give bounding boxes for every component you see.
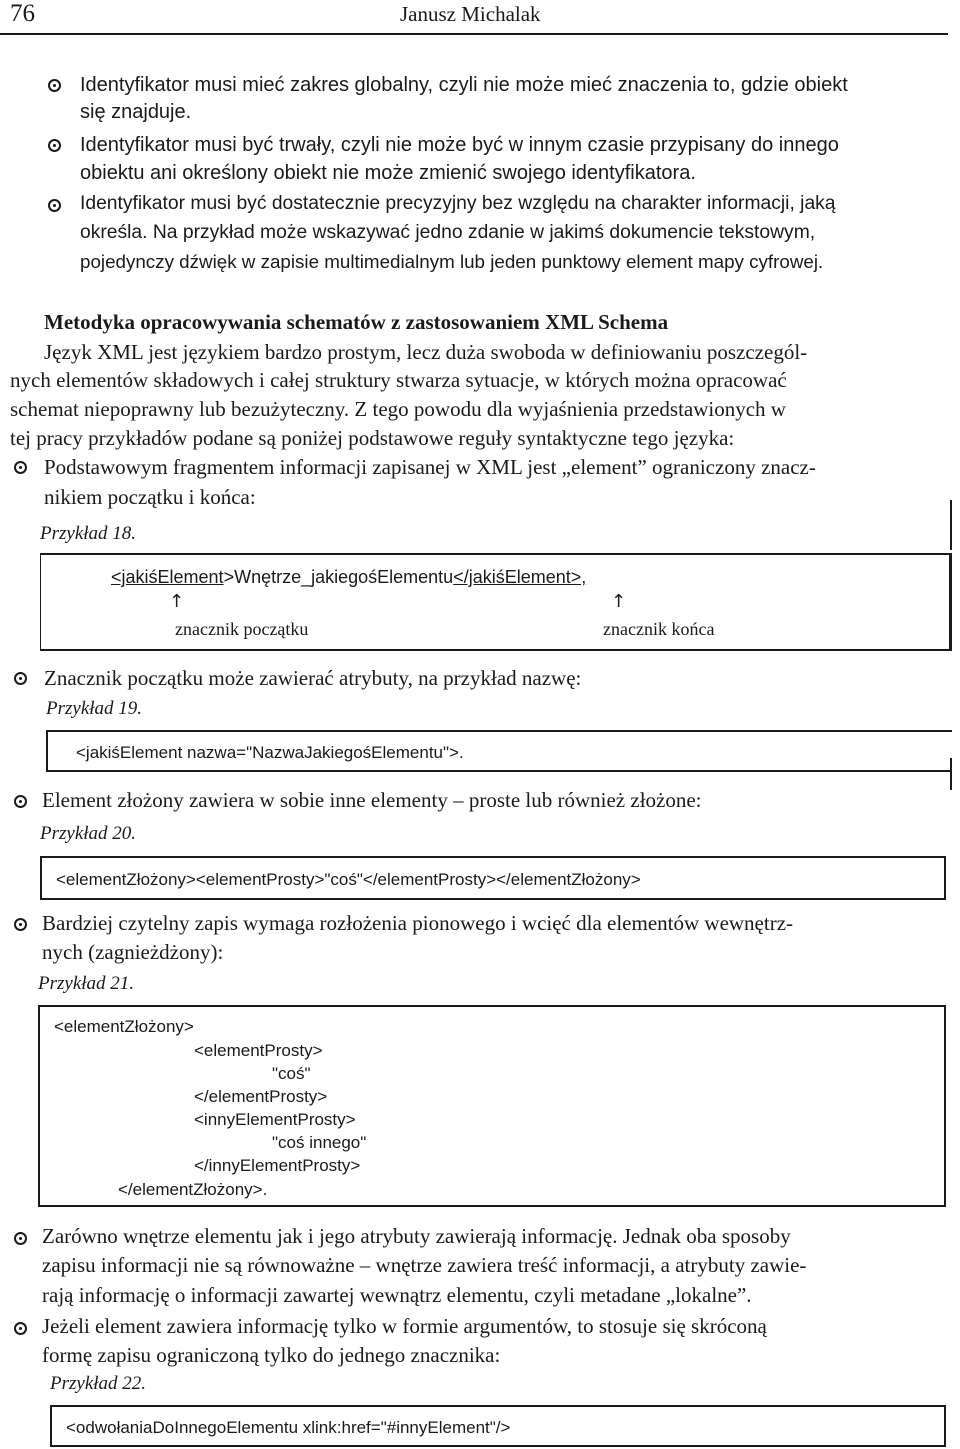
example-20-box: [40, 856, 946, 900]
running-head-author: Janusz Michalak: [400, 2, 541, 26]
paragraph-line-2: nych elementów składowych i całej struktury stwarza sytuacje, w których można opracować: [10, 368, 787, 392]
code-line: </elementProsty>: [194, 1087, 328, 1106]
example-18-code: [111, 567, 586, 588]
example-21-box: [38, 1005, 946, 1207]
code-line: <elementProsty>: [194, 1041, 323, 1060]
arrow-up-icon: ↑: [169, 591, 185, 612]
code-content: >Wnętrze_jakiegośElementu: [223, 567, 454, 587]
paragraph-line-4: tej pracy przykładów podane są poniżej podstawowe reguły syntaktyczne tego języka:: [10, 426, 735, 450]
paragraph-line-3: schemat niepoprawny lub bezużyteczny. Z tego powodu dla wyjaśnienia przedstawionych w: [10, 397, 786, 421]
example-19-label: Przykład 19.: [46, 698, 143, 719]
code-line: </elementZłożony>.: [118, 1180, 268, 1199]
section-heading: Metodyka opracowywania schematów z zastosowaniem XML Schema: [44, 310, 669, 334]
code-line: <elementZłożony>: [54, 1017, 194, 1036]
page-number: 76: [10, 0, 35, 27]
example-19-code: <jakiśElement nazwa="NazwaJakiegośElementu">.: [76, 743, 464, 762]
intro-bullet-2-line-2: obiektu ani określony obiekt nie może zmienić swojego identyfikatora.: [80, 162, 696, 184]
example-19-box: [46, 730, 952, 772]
bullet-icon: [12, 461, 28, 479]
label-start-tag: znacznik początku: [175, 619, 309, 639]
intro-bullet-1-line-2: się znajduje.: [80, 101, 192, 123]
rule2-text: Znacznik początku może zawierać atrybuty, na przykład nazwę:: [44, 666, 582, 690]
example-21-label: Przykład 21.: [38, 973, 135, 994]
example-22-label: Przykład 22.: [50, 1373, 147, 1394]
example-22-box: [50, 1405, 946, 1447]
label-end-tag: znacznik końca: [603, 619, 715, 639]
code-line: "coś": [272, 1064, 311, 1083]
margin-rule: [950, 758, 952, 790]
example-18-label: Przykład 18.: [40, 523, 137, 544]
bullet-icon: [46, 79, 62, 97]
rule5-line-1: Zarówno wnętrze elementu jak i jego atrybuty zawierają informację. Jednak oba sposoby: [42, 1224, 791, 1248]
bullet-icon: [12, 1322, 28, 1340]
intro-bullet-3-line-3: pojedynczy dźwięk w zapisie multimedialnym lub jeden punktowy element mapy cyfrowej.: [80, 251, 824, 272]
code-end-tag: </jakiśElement>,: [453, 567, 587, 587]
rule4-line-1: Bardziej czytelny zapis wymaga rozłożenia pionowego i wcięć dla elementów wewnętrz-: [42, 911, 794, 935]
rule5-line-3: rają informację o informacji zawartej wewnątrz elementu, czyli metadane „lokalne”.: [42, 1283, 752, 1307]
rule5-line-2: zapisu informacji nie są równoważne – wnętrze zawiera treść informacji, a atrybuty zawie-: [42, 1253, 807, 1277]
arrow-up-icon: ↑: [611, 591, 627, 612]
intro-bullet-3-line-1: Identyfikator musi być dostatecznie precyzyjny bez względu na charakter informacji, jaką: [80, 193, 836, 214]
example-20-label: Przykład 20.: [40, 823, 137, 844]
code-start-tag: <jakiśElement: [111, 567, 224, 587]
rule6-line-2: formę zapisu ograniczoną tylko do jednego znacznika:: [42, 1343, 501, 1367]
example-18-box: [40, 553, 952, 651]
bullet-icon: [46, 139, 62, 157]
bullet-icon: [46, 199, 62, 217]
intro-bullet-1-line-1: Identyfikator musi mieć zakres globalny, czyli nie może mieć znaczenia to, gdzie obiekt: [80, 74, 848, 96]
header-rule: [0, 33, 948, 35]
paragraph-line-1: Język XML jest językiem bardzo prostym, lecz duża swoboda w definiowaniu poszczegól-: [44, 340, 808, 364]
intro-bullet-2-line-1: Identyfikator musi być trwały, czyli nie może być w innym czasie przypisany do innego: [80, 134, 839, 156]
code-line: "coś innego": [272, 1133, 367, 1152]
example-22-code: <odwołaniaDoInnegoElementu xlink:href="#innyElement"/>: [66, 1418, 511, 1437]
bullet-icon: [12, 1232, 28, 1250]
rule6-line-1: Jeżeli element zawiera informację tylko w formie argumentów, to stosuje się skróconą: [42, 1314, 767, 1338]
code-line: <innyElementProsty>: [194, 1110, 356, 1129]
margin-rule: [950, 500, 952, 550]
rule1-line-1: Podstawowym fragmentem informacji zapisanej w XML jest „element” ograniczony znacz-: [44, 455, 816, 479]
code-line: </innyElementProsty>: [194, 1156, 361, 1175]
rule4-line-2: nych (zagnieżdżony):: [42, 940, 224, 964]
example-20-code: <elementZłożony><elementProsty>"coś"</elementProsty></elementZłożony>: [56, 870, 641, 889]
intro-bullet-3-line-2: określa. Na przykład może wskazywać jedno zdanie w jakimś dokumencie tekstowym,: [80, 222, 816, 243]
rule1-line-2: nikiem początku i końca:: [44, 485, 256, 509]
rule3-text: Element złożony zawiera w sobie inne elementy – proste lub również złożone:: [42, 788, 702, 812]
bullet-icon: [12, 795, 28, 813]
bullet-icon: [12, 918, 28, 936]
bullet-icon: [12, 672, 28, 690]
